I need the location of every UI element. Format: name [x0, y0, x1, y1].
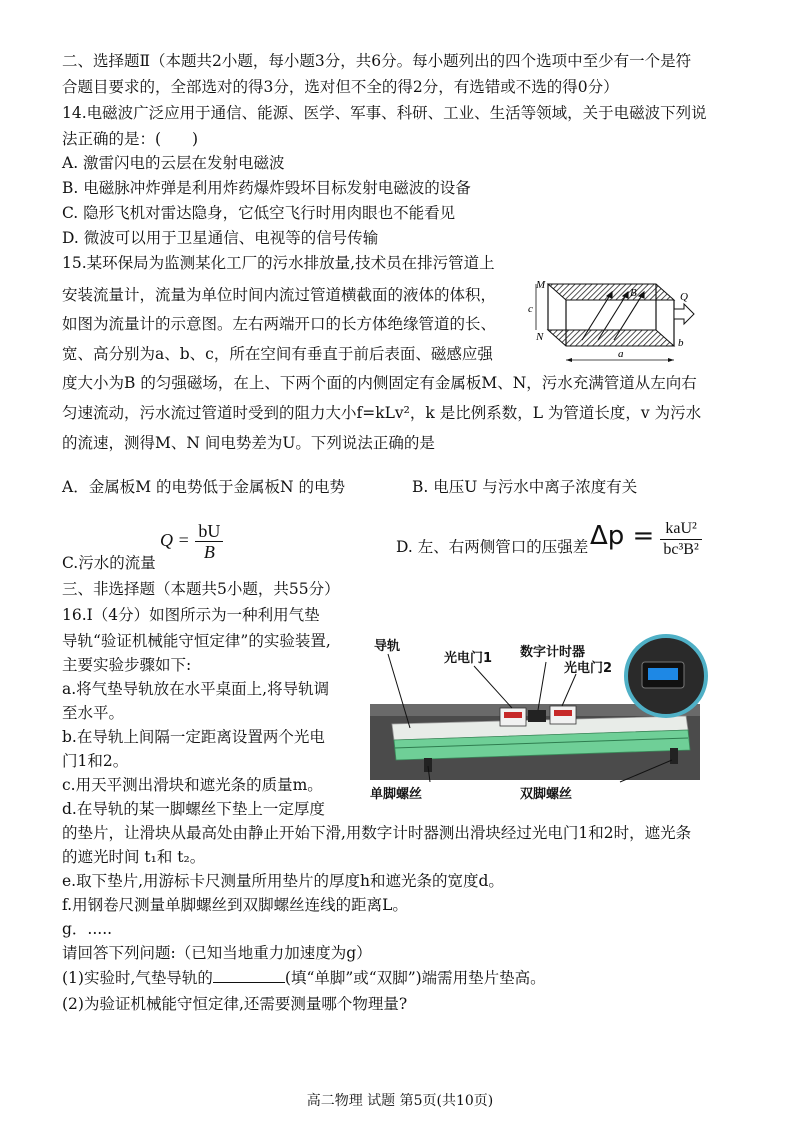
q16-prompt: 请回答下列问题:（已知当地重力加速度为g） — [62, 944, 372, 962]
q15-option-b: B. 电压U 与污水中离子浓度有关 — [412, 478, 638, 496]
q15-option-c-formula — [160, 520, 223, 562]
q15-line2: 安装流量计，流量为单位时间内流过管道横截面的液体的体积， — [62, 286, 497, 304]
q15-option-c-text: C.污水的流量 — [62, 554, 156, 572]
label-single-foot: 单脚螺丝 — [370, 787, 423, 802]
q16-step-d1: d.在导轨的某一脚螺丝下垫上一定厚度 — [62, 800, 325, 818]
q15-option-a: A．金属板M 的电势低于金属板N 的电势 — [62, 478, 345, 496]
q16-sub1-post: (填“单脚”或“双脚”)端需用垫片垫高。 — [284, 969, 546, 987]
q15-line4: 宽、高分别为a、b、c，所在空间有垂直于前后表面、磁感应强 — [62, 345, 493, 363]
q15-option-d-lhs: Δp = — [590, 521, 655, 551]
q16-sub1-pre: (1)实验时,气垫导轨的 — [62, 969, 213, 987]
q16-step-d3: 的遮光时间 t₁和 t₂。 — [62, 848, 206, 866]
q16-step-e: e.取下垫片,用游标卡尺测量所用垫片的厚度h和遮光条的宽度d。 — [62, 872, 504, 890]
q15-option-d-text: D. 左、右两侧管口的压强差 — [396, 538, 589, 556]
plate-n — [548, 330, 674, 346]
page-footer: 高二物理 试题 第5页(共10页) — [306, 1093, 494, 1109]
q15-option-d-formula — [590, 516, 702, 560]
label-timer: 数字计时器 — [520, 645, 586, 660]
section2-header-line2: 合题目要求的，全部选对的得3分，选对但不全的得2分，有选错或不选的得0分） — [62, 78, 619, 96]
label-gate1: 光电门1 — [444, 651, 493, 666]
q16-line2: 导轨“验证机械能守恒定律”的实验装置, — [62, 632, 331, 650]
q14-option-c: C. 隐形飞机对雷达隐身，它低空飞行时用肉眼也不能看见 — [62, 204, 456, 222]
q15-option-c-num: bU — [195, 521, 223, 542]
q15-line6: 匀速流动，污水流过管道时受到的阻力大小f=kLv²，k 是比例系数，L 为管道长度，v 为污水 — [62, 404, 702, 422]
q15-line3: 如图为流量计的示意图。左右两端开口的长方体绝缘管道的长、 — [62, 315, 497, 333]
flow-arrow — [674, 304, 694, 324]
label-rail: 导轨 — [374, 639, 401, 654]
label-b-field: B — [630, 287, 637, 299]
q16-step-g: g．..... — [62, 920, 113, 938]
q14-option-b: B. 电磁脉冲炸弹是利用炸药爆炸毁坏目标发射电磁波的设备 — [62, 179, 471, 197]
section2-header-line1: 二、选择题Ⅱ（本题共2小题，每小题3分，共6分。每小题列出的四个选项中至少有一个是符 — [62, 52, 692, 70]
q16-step-a2: 至水平。 — [62, 704, 125, 722]
q16-sub2: (2)为验证机械能守恒定律,还需要测量哪个物理量? — [62, 995, 408, 1013]
label-n: N — [536, 331, 544, 343]
flow-meter-figure — [528, 274, 698, 370]
q14-option-d: D. 微波可以用于卫星通信、电视等的信号传输 — [62, 229, 379, 247]
q16-step-c: c.用天平测出滑块和遮光条的质量m。 — [62, 776, 323, 794]
label-q: Q — [680, 291, 688, 303]
q15-option-c-den: B — [203, 541, 215, 562]
q15-option-d-den: bc³B² — [663, 540, 699, 558]
q15-option-c-lhs: Q = — [160, 530, 190, 550]
label-b-width: b — [678, 337, 684, 349]
q16-line3: 主要实验步骤如下: — [62, 656, 192, 674]
q16-step-d2: 的垫片，让滑块从最高处由静止开始下滑,用数字计时器测出滑块经过光电门1和2时，遮光条 — [62, 824, 692, 842]
label-double-foot: 双脚螺丝 — [520, 787, 573, 802]
label-a: a — [618, 348, 624, 360]
q14-stem-line2: 法正确的是：( ) — [62, 130, 199, 148]
label-c: c — [528, 303, 533, 315]
q14-stem-line1: 14.电磁波广泛应用于通信、能源、医学、军事、科研、工业、生活等领域，关于电磁波下列说 — [62, 104, 707, 122]
q16-line1: 16.Ⅰ（4分）如图所示为一种利用气垫 — [62, 606, 320, 624]
q14-option-a: A. 激雷闪电的云层在发射电磁波 — [62, 154, 285, 172]
label-m: M — [536, 279, 546, 291]
q15-line1: 15.某环保局为监测某化工厂的污水排放量,技术员在排污管道上 — [62, 254, 495, 272]
q15-option-d-num: kaU² — [660, 519, 701, 540]
q15-line7: 的流速，测得M、N 间电势差为U。下列说法正确的是 — [62, 434, 435, 452]
slider — [528, 710, 546, 722]
q16-step-a1: a.将气垫导轨放在水平桌面上,将导轨调 — [62, 680, 330, 698]
double-foot-screw — [670, 748, 678, 764]
answer-blank[interactable] — [213, 968, 285, 983]
air-track-photo — [370, 632, 710, 810]
q16-step-f: f.用钢卷尺测量单脚螺丝到双脚螺丝连线的距离L。 — [62, 896, 408, 914]
q16-step-b1: b.在导轨上间隔一定距离设置两个光电 — [62, 728, 325, 746]
q15-line5: 度大小为B 的匀强磁场，在上、下两个面的内侧固定有金属板M、N，污水充满管道从左向右 — [62, 374, 697, 392]
section3-header: 三、非选择题（本题共5小题，共55分） — [62, 580, 340, 598]
label-gate2: 光电门2 — [564, 661, 613, 676]
q16-sub1 — [62, 967, 546, 989]
q16-step-b2: 门1和2。 — [62, 752, 129, 770]
